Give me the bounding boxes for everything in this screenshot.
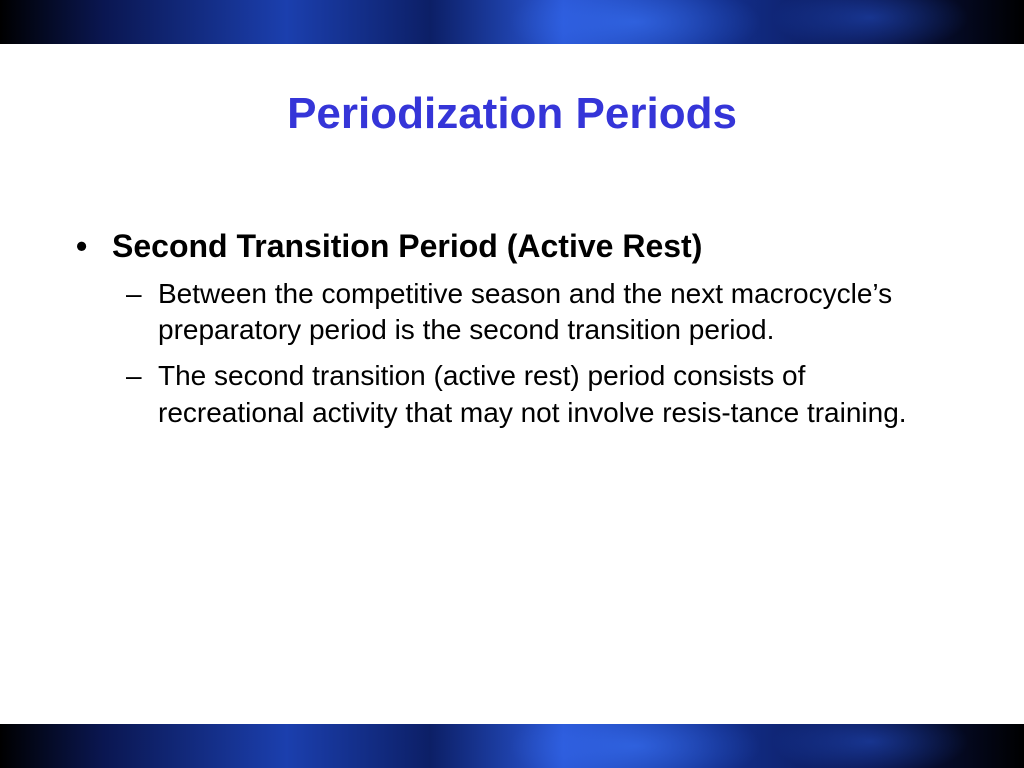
dash-marker: – xyxy=(126,277,142,309)
sub-bullet-item xyxy=(126,358,950,431)
top-decorative-band xyxy=(0,0,1024,44)
slide-title: Periodization Periods xyxy=(287,89,737,138)
bullet-marker: • xyxy=(76,228,88,264)
sub-bullet-text: Between the competitive season and the next macrocycle’s preparatory period is the second transition period. xyxy=(158,277,893,345)
dash-marker: – xyxy=(126,360,142,392)
sub-bullet-list xyxy=(126,276,950,432)
bullet-heading: Second Transition Period (Active Rest) xyxy=(112,228,703,264)
sub-bullet-text: The second transition (active rest) period consists of recreational activity that may not involve resis-tance training. xyxy=(158,360,907,428)
slide-body xyxy=(70,226,950,441)
bullet-item xyxy=(70,226,950,268)
bottom-decorative-band xyxy=(0,724,1024,768)
sub-bullet-item xyxy=(126,276,950,349)
